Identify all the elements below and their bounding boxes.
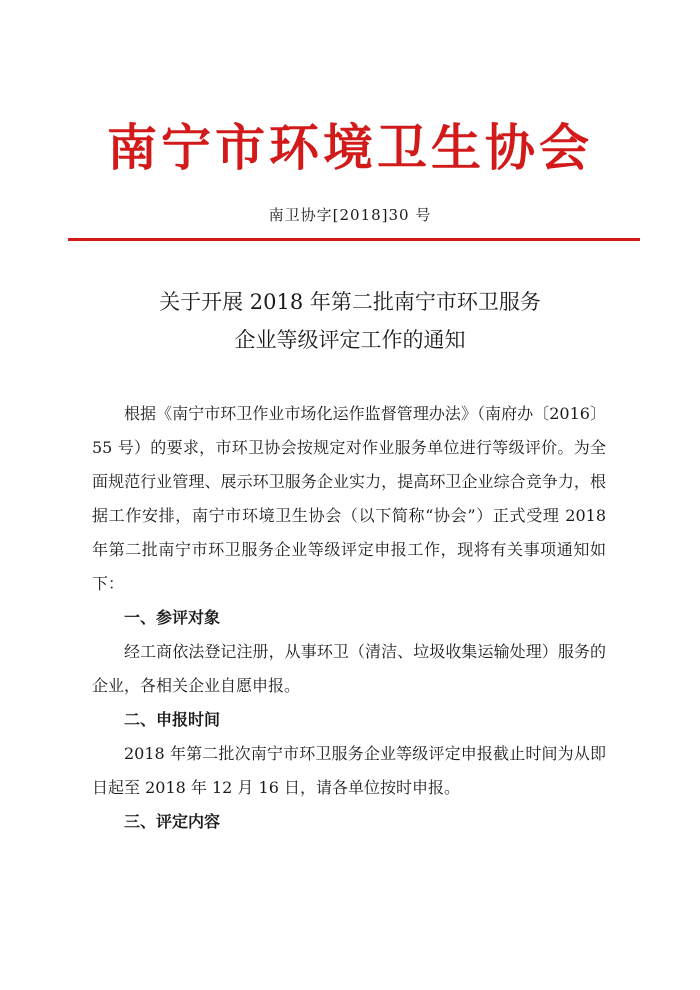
section2-paragraph: 2018 年第二批次南宁市环卫服务企业等级评定申报截止时间为从即日起至 2018 年 12 月 16 日，请各单位按时申报。 (92, 744, 606, 797)
section1-heading: 一、参评对象 (124, 608, 221, 627)
section3-heading: 三、评定内容 (124, 812, 221, 831)
section2-heading: 二、申报时间 (124, 710, 221, 729)
notice-body (92, 397, 606, 839)
section1-paragraph: 经工商依法登记注册，从事环卫（清洁、垃圾收集运输处理）服务的企业，各相关企业自愿申报。 (92, 642, 606, 695)
notice-title (0, 283, 700, 359)
organization-title: 南宁市环境卫生协会 (107, 118, 593, 177)
notice-title-line1: 关于开展 2018 年第二批南宁市环卫服务 (159, 290, 541, 314)
intro-paragraph: 根据《南宁市环卫作业市场化运作监督管理办法》（南府办〔2016〕55 号）的要求，市环卫协会按规定对作业服务单位进行等级评价。为全面规范行业管理、展示环卫服务企业实力，提高环卫企业综合竞争力，根据工作安排，南宁市环境卫生协会（以下简称“协会”）正式受理 2018 年第二批南宁市环卫服务企业等级评定申报工作，现将有关事项通知如下： (92, 404, 606, 593)
red-divider (68, 238, 640, 241)
document-number: 南卫协字[2018]30 号 (268, 206, 432, 224)
notice-title-line2: 企业等级评定工作的通知 (234, 328, 466, 352)
